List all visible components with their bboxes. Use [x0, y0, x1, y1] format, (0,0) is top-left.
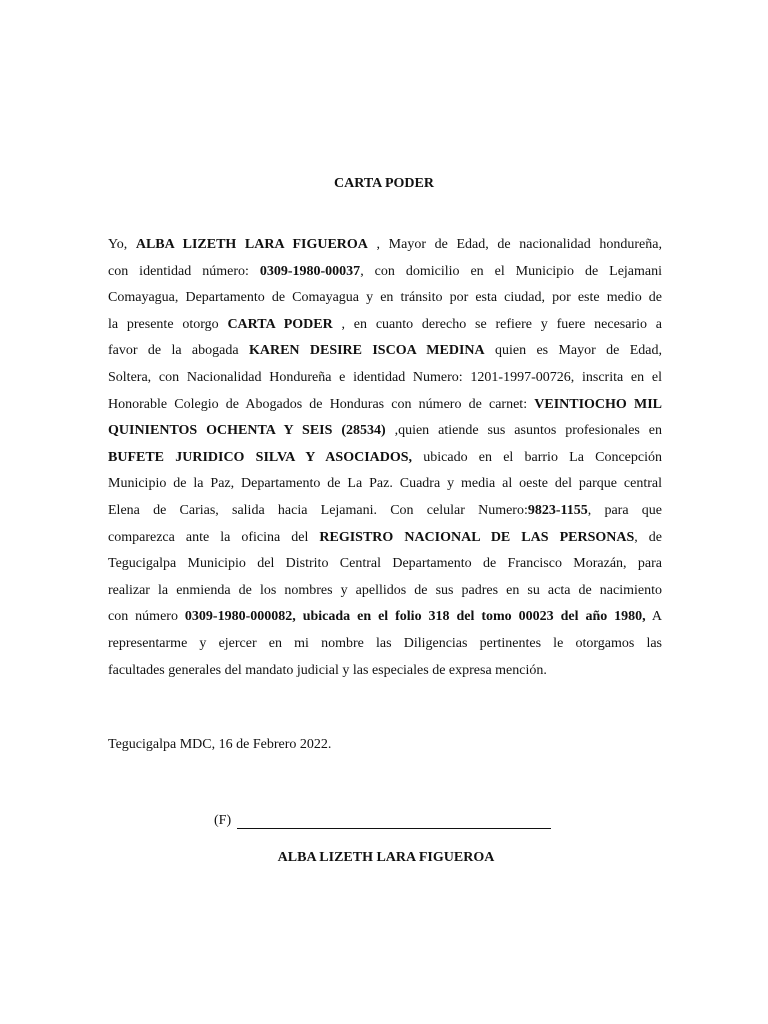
body-text: A — [645, 609, 662, 624]
body-line — [108, 262, 662, 282]
body-text: ubicado en el barrio La Concepción — [412, 450, 662, 465]
body-line — [108, 528, 662, 548]
bold-text: KAREN DESIRE ISCOA MEDINA — [248, 343, 485, 358]
bold-text: BUFETE JURIDICO SILVA Y ASOCIADOS, — [108, 450, 413, 465]
body-line — [108, 634, 662, 654]
body-line — [108, 474, 662, 494]
body-text: Yo, — [108, 237, 136, 252]
place-date: Tegucigalpa MDC, 16 de Febrero 2022. — [108, 737, 332, 752]
body-line — [108, 421, 662, 441]
signature-block — [214, 813, 551, 829]
body-text: Municipio de la Paz, Departamento de La Paz. Cuadra y media al oeste del parque central — [108, 476, 662, 491]
bold-text: VEINTIOCHO MIL — [534, 397, 662, 412]
body-line — [108, 661, 662, 681]
body-text: con número — [108, 609, 185, 624]
body-line — [108, 315, 662, 335]
body-text: realizar la enmienda de los nombres y apellidos de sus padres en su acta de nacimiento — [108, 583, 662, 598]
body-line — [108, 448, 662, 468]
body-text: facultades generales del mandato judicial y las especiales de expresa mención. — [108, 663, 547, 678]
body-text: , en cuanto derecho se refiere y fuere necesario a — [332, 317, 663, 332]
bold-text: QUINIENTOS OCHENTA Y SEIS (28534) — [108, 423, 386, 438]
body-text: ,quien atiende sus asuntos profesionales en — [385, 423, 662, 438]
body-text: Comayagua, Departamento de Comayagua y en tránsito por esta ciudad, por este medio de — [108, 290, 662, 305]
signature-prefix: (F) — [214, 813, 232, 828]
body-text: Honorable Colegio de Abogados de Honduras con número de carnet: — [108, 397, 535, 412]
bold-text: 0309-1980-000082, ubicada en el folio 318 del tomo 00023 del año 1980, — [184, 609, 646, 624]
body-text: , para que — [587, 503, 662, 518]
bold-text: CARTA PODER — [227, 317, 333, 332]
body-line — [108, 607, 662, 627]
body-line — [108, 395, 662, 415]
body-line — [108, 341, 662, 361]
body-text: quien es Mayor de Edad, — [484, 343, 663, 358]
body-line — [108, 554, 662, 574]
body-text: , Mayor de Edad, de nacionalidad hondureña, — [367, 237, 662, 252]
signer-name: ALBA LIZETH LARA FIGUEROA — [277, 850, 495, 865]
body-line — [108, 288, 662, 308]
body-line — [108, 581, 662, 601]
body-line — [108, 235, 662, 255]
signature-line — [237, 814, 551, 829]
body-text: Elena de Carias, salida hacia Lejamani. Con celular Numero: — [108, 503, 528, 518]
bold-text: 0309-1980-00037 — [259, 264, 361, 279]
bold-text: 9823-1155 — [527, 503, 588, 518]
body-text: la presente otorgo — [108, 317, 228, 332]
body-text: Tegucigalpa Municipio del Distrito Central Departamento de Francisco Morazán, para — [108, 556, 662, 571]
body-text: favor de la abogada — [108, 343, 249, 358]
document-title: CARTA PODER — [334, 176, 434, 191]
bold-text: ALBA LIZETH LARA FIGUEROA — [135, 237, 368, 252]
body-text: , de — [634, 530, 662, 545]
bold-text: REGISTRO NACIONAL DE LAS PERSONAS — [319, 530, 635, 545]
body-line — [108, 501, 662, 521]
body-line — [108, 368, 662, 388]
body-text: , con domicilio en el Municipio de Lejamani — [360, 264, 663, 279]
body-text: Soltera, con Nacionalidad Hondureña e identidad Numero: 1201-1997-00726, inscrita en el — [108, 370, 662, 385]
body-text: con identidad número: — [108, 264, 260, 279]
body-text: representarme y ejercer en mi nombre las Diligencias pertinentes le otorgamos las — [108, 636, 662, 651]
body-text: comparezca ante la oficina del — [108, 530, 320, 545]
